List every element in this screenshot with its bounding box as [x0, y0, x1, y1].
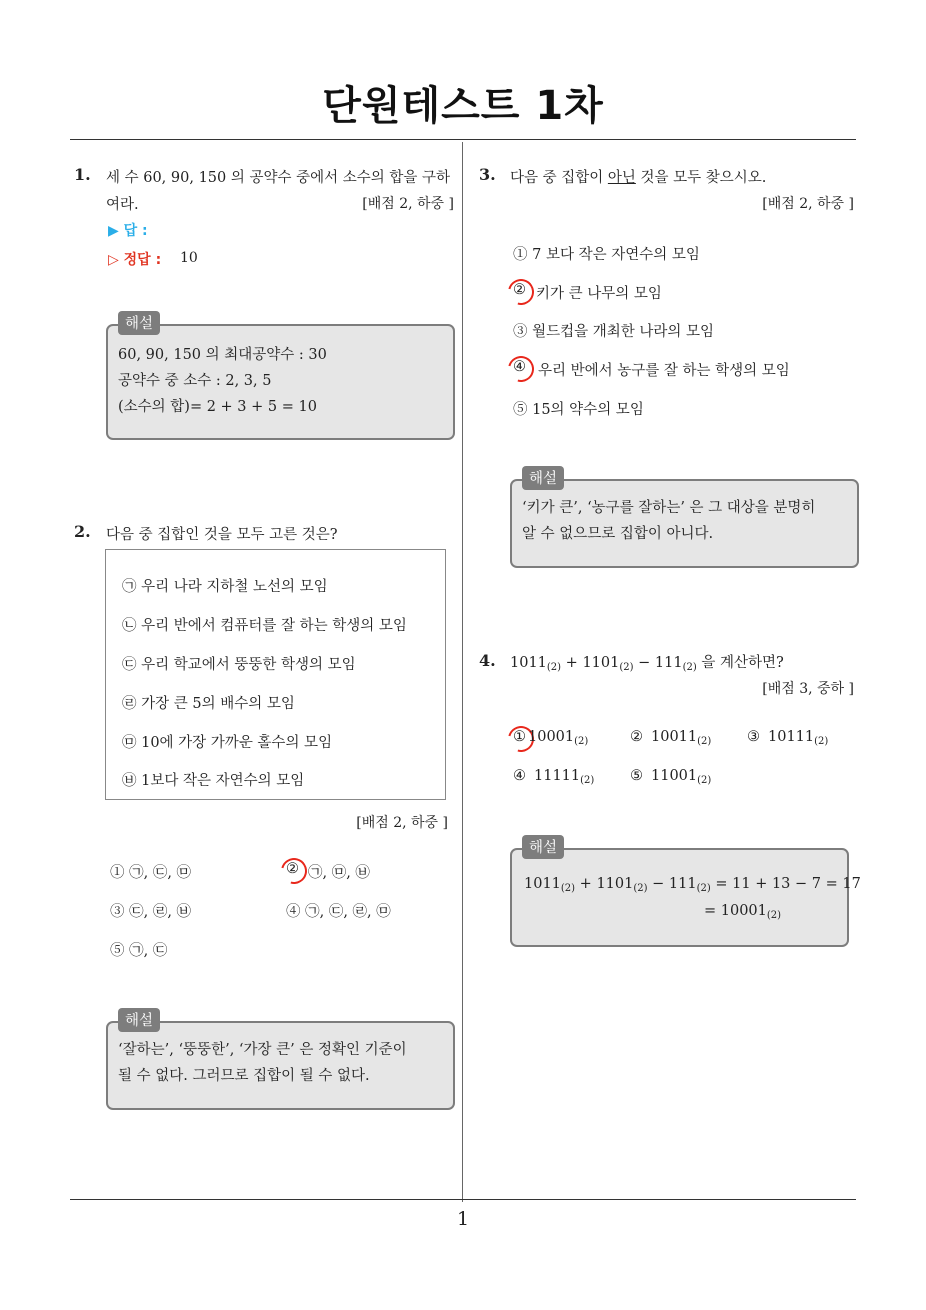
base-subscript: (2): [696, 883, 711, 894]
operator: −: [647, 876, 669, 892]
explanation-line: 알 수 없으므로 집합이 아니다.: [522, 526, 714, 542]
choice-value: 11111: [534, 768, 581, 784]
operand: 1011: [524, 876, 561, 892]
base-subscript: (2): [633, 883, 648, 894]
answer-label: ▶ 답 :: [108, 223, 148, 239]
statement-item: ㉢ 우리 학교에서 뚱뚱한 학생의 모임: [122, 657, 356, 673]
base-subscript: (2): [682, 662, 697, 673]
base-subscript: (2): [814, 736, 829, 747]
base-subscript: (2): [580, 775, 595, 786]
bottom-divider: [70, 1199, 856, 1200]
operator: +: [575, 876, 597, 892]
explanation-tab: 해설: [522, 466, 564, 490]
explanation-line: 공약수 중 소수 : 2, 3, 5: [118, 373, 272, 389]
explanation-rhs: = 10001: [704, 903, 767, 919]
explanation-line: 60, 90, 150 의 최대공약수 : 30: [118, 347, 327, 363]
explanation-line: ‘잘하는’, ‘뚱뚱한’, ‘가장 큰’ 은 정확인 기준이: [118, 1042, 407, 1058]
choice-5[interactable]: ⑤ 15의 약수의 모임: [513, 402, 644, 418]
choice-4[interactable]: [513, 768, 594, 786]
top-divider: [70, 139, 856, 140]
explanation-box: [106, 1021, 455, 1110]
choice-mark: ④: [513, 768, 526, 784]
question-text-line1: 세 수 60, 90, 150 의 공약수 중에서 소수의 합을 구하: [106, 170, 450, 186]
choice-4-text[interactable]: 우리 반에서 농구를 잘 하는 학생의 모임: [538, 363, 790, 379]
correct-value: 10: [180, 250, 198, 266]
explanation-tab: 해설: [118, 1008, 160, 1032]
explanation-tab: 해설: [118, 311, 160, 335]
choice-value: 11001: [651, 768, 698, 784]
base-subscript: (2): [697, 736, 712, 747]
choice-3[interactable]: [747, 729, 828, 747]
question-text-line2: 여라.: [106, 197, 139, 213]
operand: 1101: [596, 876, 634, 892]
question-number: 3.: [479, 165, 496, 184]
explanation-line: 될 수 없다. 그러므로 집합이 될 수 없다.: [118, 1068, 370, 1084]
choice-5[interactable]: [630, 768, 711, 786]
underlined-word: 아닌: [607, 170, 636, 186]
score-label: [배점 2, 하중 ]: [356, 815, 448, 831]
choice-1[interactable]: ① 7 보다 작은 자연수의 모임: [513, 247, 700, 263]
explanation-line-2: [704, 903, 781, 921]
question-suffix: 을 계산하면?: [696, 655, 784, 671]
question-expression: [510, 651, 784, 673]
question-text: 다음 중 집합인 것을 모두 고른 것은?: [106, 527, 338, 543]
explanation-line-1: [524, 876, 861, 894]
choice-3[interactable]: ③ ㉢, ㉣, ㉥: [110, 904, 192, 920]
explanation-text: [118, 342, 327, 420]
choice-1[interactable]: [513, 729, 588, 747]
choice-2-mark[interactable]: ②: [286, 861, 299, 877]
operand: 111: [654, 655, 683, 671]
question-number: 1.: [74, 165, 91, 184]
choice-5[interactable]: ⑤ ㉠, ㉢: [110, 943, 168, 959]
statement-item: ㉣ 가장 큰 5의 배수의 모임: [122, 696, 295, 712]
page-title: 단원테스트 1차: [322, 83, 604, 129]
choice-mark: ③: [747, 729, 760, 745]
choice-mark: ①: [513, 729, 526, 745]
question-text-pre: 다음 중 집합이: [510, 170, 608, 186]
score-label: [배점 2, 하중 ]: [762, 196, 854, 212]
question-text-post: 것을 모두 찾으시오.: [635, 170, 767, 186]
explanation-box: [106, 324, 455, 440]
explanation-tab: 해설: [522, 835, 564, 859]
choice-2-text[interactable]: ㉠, ㉤, ㉥: [308, 865, 370, 881]
operand: 1011: [510, 655, 547, 671]
operator: +: [561, 655, 583, 671]
statement-item: ㉠ 우리 나라 지하철 노선의 모임: [122, 579, 328, 595]
explanation-rhs: = 11 + 13 − 7 = 17: [710, 876, 861, 892]
base-subscript: (2): [546, 662, 562, 673]
base-subscript: (2): [619, 662, 634, 673]
operand: 111: [668, 876, 697, 892]
explanation-box: [510, 479, 859, 568]
choice-value: 10001: [528, 729, 575, 745]
choice-3[interactable]: ③ 월드컵을 개최한 나라의 모임: [513, 324, 715, 340]
statement-item: ㉤ 10에 가장 가까운 홀수의 모임: [122, 735, 333, 751]
explanation-line: (소수의 합)= 2 + 3 + 5 = 10: [118, 399, 317, 415]
base-subscript: (2): [574, 736, 589, 747]
choice-mark: ②: [630, 729, 643, 745]
choice-value: 10011: [651, 729, 698, 745]
operand: 1101: [582, 655, 620, 671]
choice-4-mark[interactable]: ④: [513, 359, 526, 375]
question-text: [510, 166, 766, 187]
explanation-text: [522, 495, 815, 547]
choice-mark: ⑤: [630, 768, 643, 784]
score-label: [배점 3, 중하 ]: [762, 681, 854, 697]
statement-item: ㉥ 1보다 작은 자연수의 모임: [122, 773, 305, 789]
explanation-box: [510, 848, 861, 947]
question-number: 2.: [74, 522, 91, 541]
base-subscript: (2): [766, 910, 782, 921]
choice-value: 10111: [768, 729, 815, 745]
choice-2[interactable]: [630, 729, 711, 747]
choice-4[interactable]: ④ ㉠, ㉢, ㉣, ㉤: [286, 904, 391, 920]
explanation-line: ‘키가 큰’, ‘농구를 잘하는’ 은 그 대상을 분명히: [522, 500, 816, 516]
choice-2-mark[interactable]: ②: [513, 282, 526, 298]
explanation-text: [118, 1037, 407, 1089]
column-divider: [462, 142, 463, 1202]
score-label: [배점 2, 하중 ]: [362, 196, 454, 212]
operator: −: [633, 655, 655, 671]
choice-2-text[interactable]: 키가 큰 나무의 모임: [536, 286, 662, 302]
question-number: 4.: [479, 651, 496, 670]
correct-label: ▷ 정답 :: [108, 252, 162, 268]
statement-item: ㉡ 우리 반에서 컴퓨터를 잘 하는 학생의 모임: [122, 618, 407, 634]
choice-1[interactable]: ① ㉠, ㉢, ㉤: [110, 865, 192, 881]
page-number: 1: [456, 1208, 470, 1230]
base-subscript: (2): [560, 883, 576, 894]
base-subscript: (2): [697, 775, 712, 786]
